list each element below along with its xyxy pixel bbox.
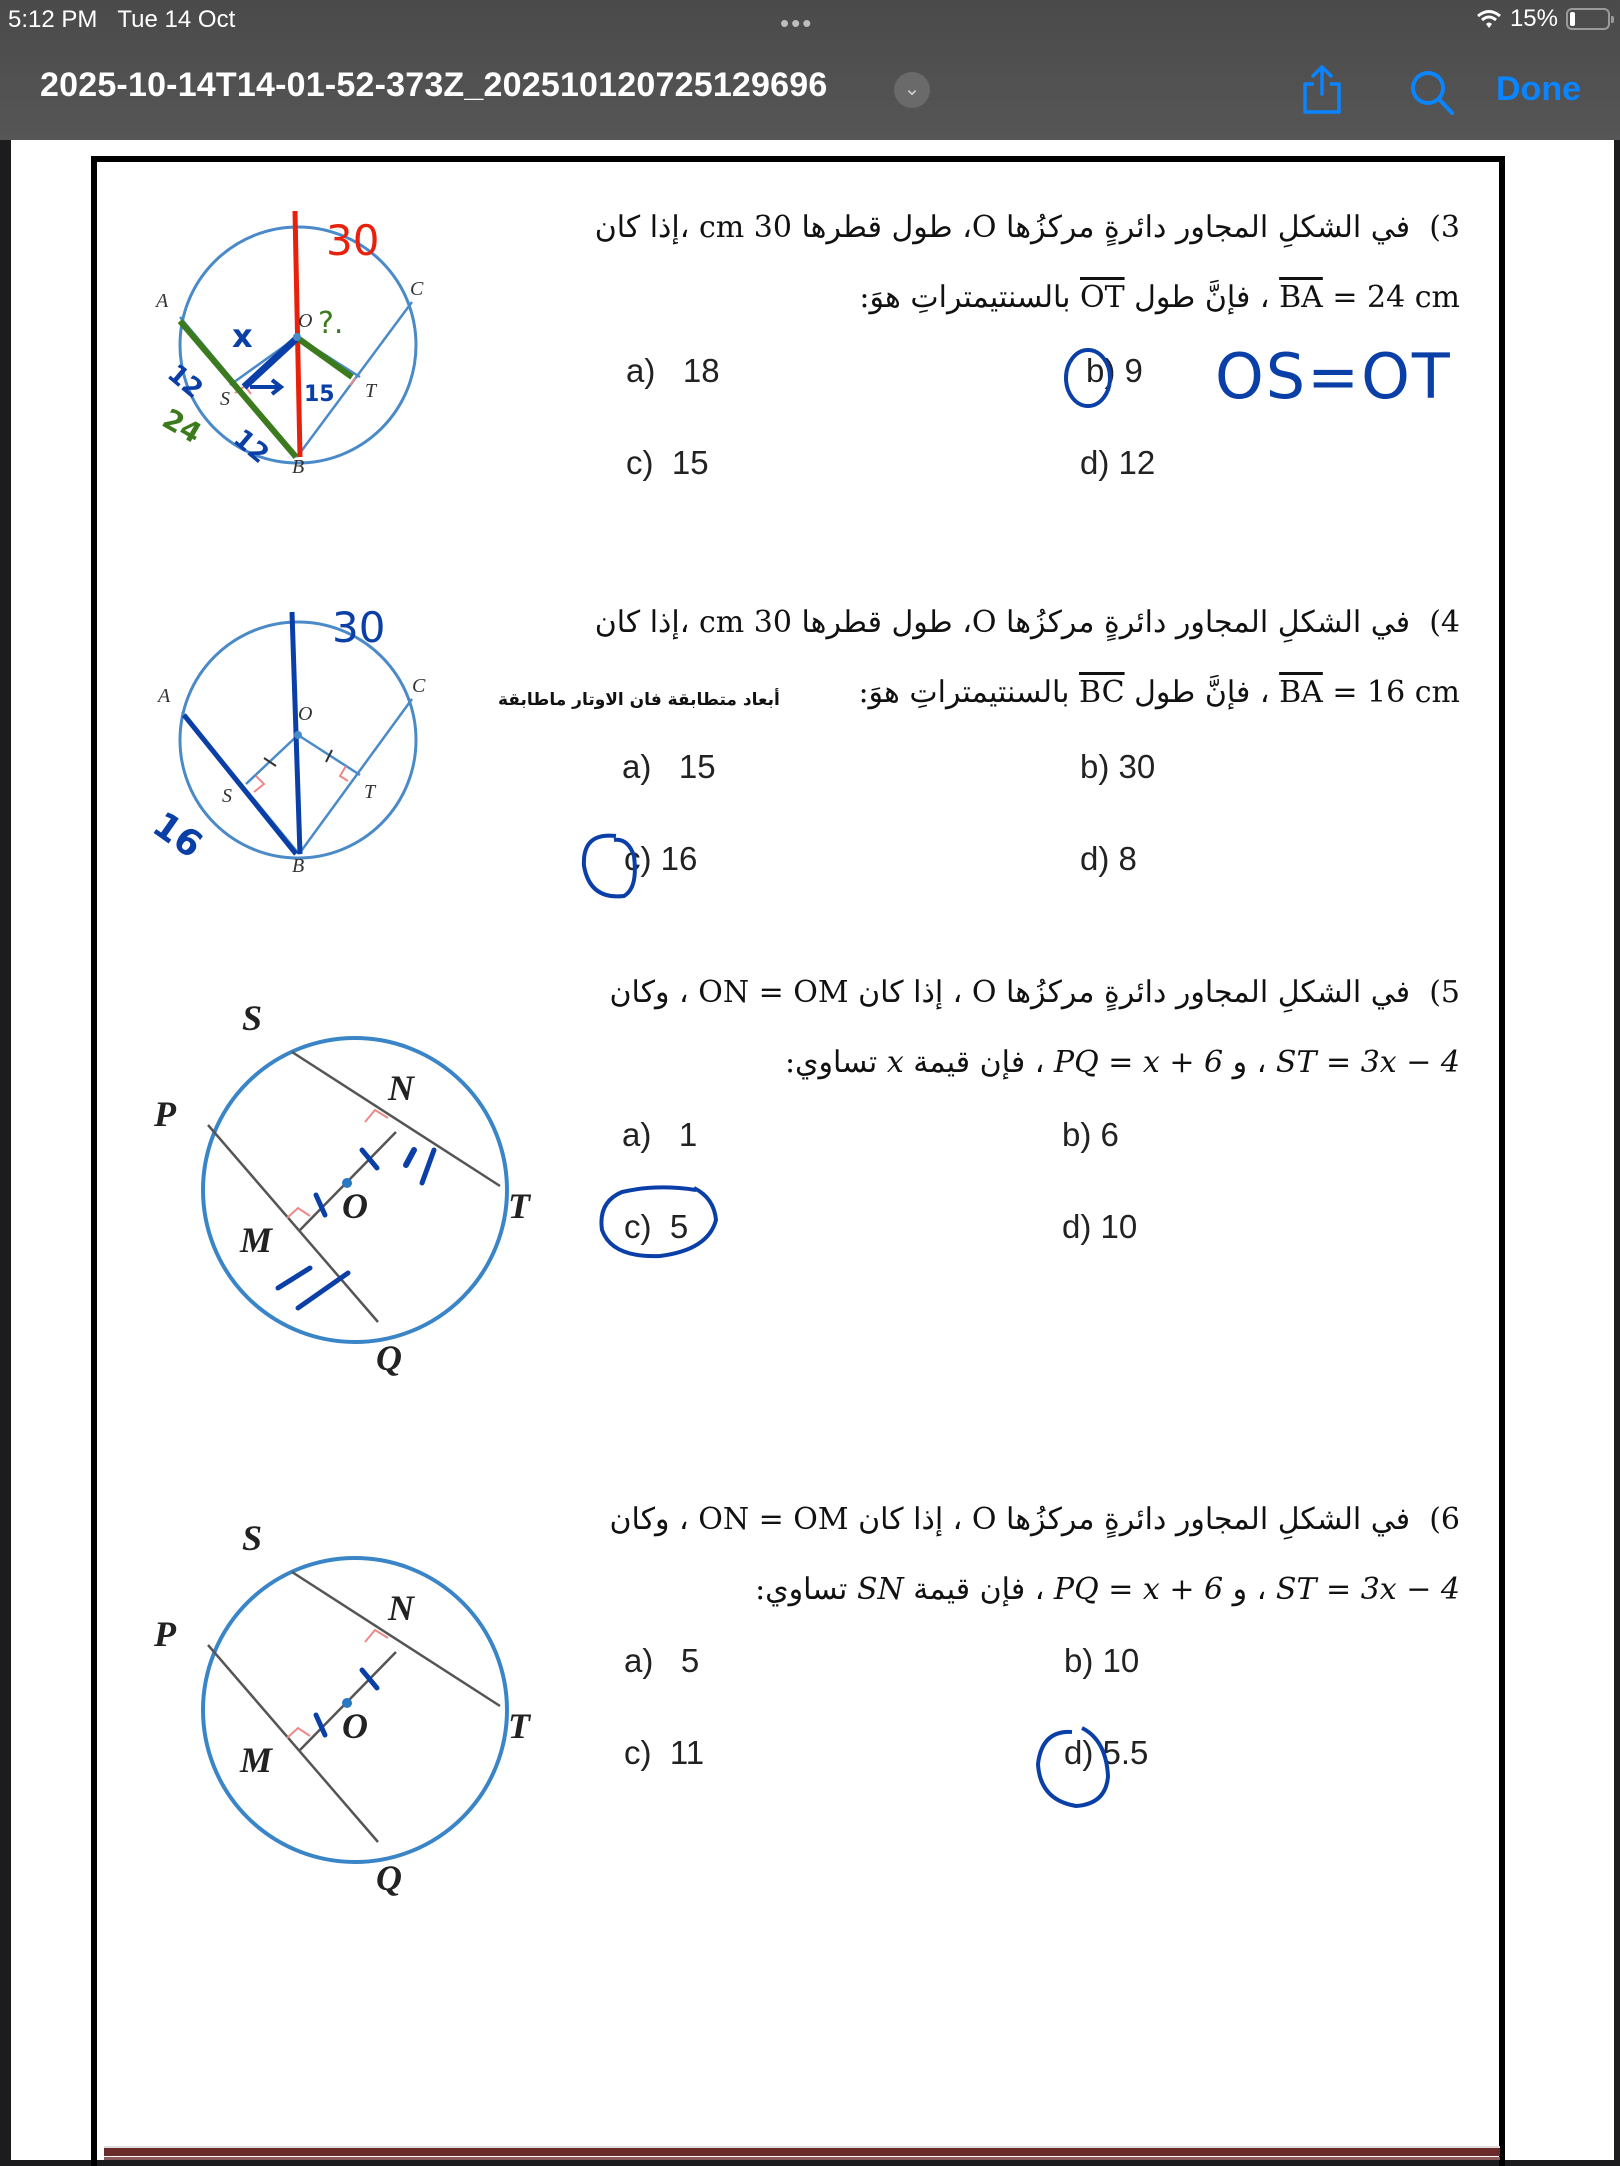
question-text: ، و [1223,1045,1276,1080]
handwritten-note: OS=OT [1215,340,1452,413]
question-number: 4) [1429,605,1460,640]
option-value: 6 [1100,1116,1119,1153]
label-o: O [342,1186,368,1226]
label-q: Q [376,1858,402,1898]
option-value: 10 [1102,1642,1140,1679]
equation-value: = 16 cm [1322,675,1460,710]
status-time-date [8,6,235,34]
label-n: N [388,1588,414,1628]
label-s: S [242,998,263,1038]
chord-bc [299,699,412,854]
question-4 [460,605,1460,735]
answer-circle-mark [576,826,666,906]
question-text: في الشكلِ المجاور دائرةٍ مركزُها O، طول قطرها 30 cm ،إذا كان [594,210,1411,245]
handwritten-side-note: أبعاد متطابقة فان الاوتار ماطابقة [498,690,780,710]
question-5-line2 [785,1045,1460,1080]
option-value: 16 [660,840,698,877]
question-text: في الشكلِ المجاور دائرةٍ مركزُها O ، إذا كان ON = OM ، وكان [609,1502,1411,1537]
option-value: 15 [671,444,709,481]
option-label: c) [624,1734,652,1771]
question-text: بالسنتيمتراتِ هوَ: [858,675,1080,710]
question-text: تساوي: [755,1572,857,1607]
option-d[interactable] [1062,1208,1137,1246]
chevron-down-icon[interactable]: ⌄ [894,72,930,108]
option-b[interactable] [1080,748,1155,786]
battery-icon [1566,8,1610,30]
option-value: 30 [1118,748,1156,785]
answer-circle-mark [1060,345,1130,413]
label-q: Q [376,1338,402,1378]
label-b: B [292,855,305,877]
question-text: في الشكلِ المجاور دائرةٍ مركزُها O ، إذا كان ON = OM ، وكان [609,975,1411,1010]
option-label: a) [624,1642,654,1679]
ink-16: 16 [144,804,210,867]
question-text: ، فإنَّ طول [1124,280,1280,315]
label-m: M [240,1220,273,1260]
equation-st: ST = 3x − 4 [1275,1045,1460,1080]
option-a[interactable] [624,1642,699,1680]
ink-30: 30 [332,603,386,652]
label-c: C [412,675,426,697]
question-text: ، فإن قيمة [903,1045,1054,1080]
question-text: ، فإنَّ طول [1124,675,1280,710]
option-value: 5.5 [1102,1734,1149,1771]
option-label: d) [1062,1208,1092,1245]
right-angle-mark [287,1208,310,1218]
answer-circle-mark [1032,1720,1132,1820]
equation-pq: PQ = x + 6 [1053,1572,1224,1607]
label-b: B [292,456,305,478]
done-button[interactable]: Done [1496,70,1581,108]
option-a[interactable] [622,1116,697,1154]
option-b[interactable] [1064,1642,1139,1680]
segment-ot: $\overline{OT}$ [1079,280,1125,315]
document-title[interactable]: 2025-10-14T14-01-52-373Z_202510120725129696 [40,66,828,104]
option-label: a) [622,1116,652,1153]
variable-sn: SN [856,1572,904,1607]
ink-12-top: 12 [161,358,209,405]
option-label: b) [1064,1642,1094,1679]
multitask-dots-icon[interactable]: ••• [780,8,814,38]
question-text: تساوي: [784,1045,887,1080]
option-label: c) [626,444,654,481]
label-s: S [222,785,232,807]
question-3-line1 [595,210,1460,245]
figure-q3 [150,205,450,495]
ink-tick [278,1268,310,1288]
figure-q6 [150,1510,570,1910]
segment-os [246,735,298,784]
option-d[interactable] [1080,444,1155,482]
given-equation [1279,675,1460,710]
option-label: b) [1062,1116,1092,1153]
right-angle-mark [287,1728,310,1738]
given-equation [1279,280,1460,315]
variable-x: x [886,1045,904,1080]
status-time: 5:12 PM [8,6,98,33]
right-angle-mark [254,776,264,792]
equation-value: = 24 cm [1322,280,1460,315]
label-o: O [298,703,313,725]
option-label: a) [622,748,652,785]
status-date: Tue 14 Oct [117,6,236,33]
ink-24: 24 [156,402,208,451]
ink-tick [406,1150,414,1165]
option-label: c) [624,840,652,877]
option-label: d) [1064,1734,1094,1771]
answer-circle-mark [596,1180,726,1270]
label-a: A [158,685,171,707]
top-toolbar [0,0,1620,140]
ink-x: x [232,317,253,355]
option-c[interactable] [624,1734,704,1772]
label-t: T [365,380,377,402]
footer-rule [104,2146,1500,2156]
search-icon[interactable] [1408,68,1456,116]
option-value: 10 [1100,1208,1138,1245]
ink-question: ?. [318,306,344,341]
option-a[interactable] [622,748,716,786]
question-text: بالسنتيمتراتِ هوَ: [859,280,1080,315]
question-6-line2 [755,1572,1460,1607]
label-s: S [242,1518,263,1558]
question-text: في الشكلِ المجاور دائرةٍ مركزُها O، طول قطرها 30 cm ،إذا كان [594,605,1411,640]
share-icon[interactable] [1300,64,1344,116]
option-label: b) [1086,352,1116,389]
option-d[interactable] [1080,840,1137,878]
segment-ba: $\overline{BA}$ [1279,675,1323,710]
right-angle-mark [350,378,356,385]
center-point [294,731,302,739]
label-t: T [364,781,376,803]
option-b[interactable] [1062,1116,1119,1154]
option-value: 15 [678,748,716,785]
ink-12-bottom: 12 [227,423,275,470]
option-value: 8 [1118,840,1137,877]
status-right [1476,5,1610,33]
right-angle-mark [340,766,348,781]
segment-bc: $\overline{BC}$ [1079,675,1125,710]
question-text: ، و [1223,1572,1276,1607]
ink-30: 30 [326,216,380,265]
question-6-line1 [610,1502,1460,1537]
label-p: P [154,1614,176,1654]
label-c: C [410,278,424,300]
question-6 [460,1502,1460,1632]
option-label: a) [626,352,656,389]
label-m: M [240,1740,273,1780]
option-label: d) [1080,840,1110,877]
label-p: P [154,1094,176,1134]
battery-level [1570,12,1575,26]
segment-ba: $\overline{BA}$ [1279,280,1323,315]
center-point [293,333,301,341]
question-4-line1 [595,605,1460,640]
figure-q4 [144,600,450,890]
equation-pq: PQ = x + 6 [1053,1045,1224,1080]
option-value: 18 [682,352,720,389]
question-text: ، فإن قيمة [903,1572,1054,1607]
question-number: 5) [1429,975,1460,1010]
option-value: 9 [1124,352,1143,389]
option-a[interactable] [626,352,720,390]
label-o: O [298,310,313,332]
question-3 [460,210,1460,340]
option-c[interactable] [626,444,709,482]
question-5-line1 [610,975,1460,1010]
wifi-icon [1476,8,1502,30]
ink-15: 15 [304,382,335,407]
battery-percent: 15% [1509,5,1558,32]
option-label: b) [1080,748,1110,785]
option-label: c) [624,1208,652,1245]
ink-tick [298,1273,348,1308]
question-number: 3) [1429,210,1460,245]
label-t: T [508,1186,530,1226]
option-value: 1 [678,1116,698,1153]
label-n: N [388,1068,414,1108]
figure-q5 [150,990,570,1390]
question-3-line2 [859,280,1460,315]
label-t: T [508,1706,530,1746]
label-a: A [156,290,169,312]
option-value: 5 [669,1208,689,1245]
label-o: O [342,1706,368,1746]
option-value: 5 [680,1642,700,1679]
option-label: d) [1080,444,1110,481]
ink-tick [422,1150,434,1183]
option-value: 12 [1118,444,1156,481]
ink-arrow [250,380,281,394]
option-value: 11 [669,1734,705,1771]
ink-ot [299,339,352,377]
equation-st: ST = 3x − 4 [1275,1572,1460,1607]
label-s: S [220,388,230,410]
question-4-line2 [858,675,1460,710]
question-5 [460,975,1460,1105]
question-number: 6) [1429,1502,1460,1537]
